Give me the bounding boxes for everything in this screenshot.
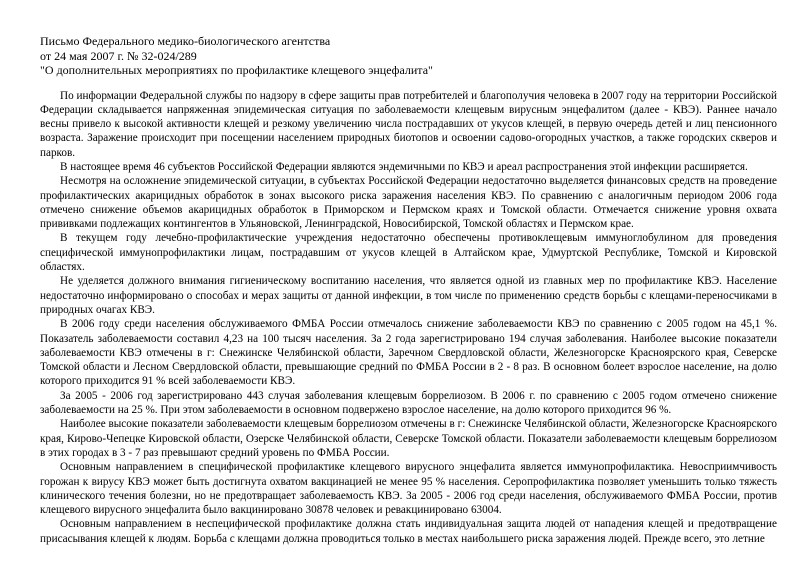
header-title-line: "О дополнительных мероприятиях по профилактике клещевого энцефалита" (40, 63, 433, 77)
paragraph-4: В текущем году лечебно-профилактические учреждения недостаточно обеспечены противоклещевым иммуноглобулином для проведения специфической иммунопрофилактики лицам, пострадавшим от укусов клещей в Алтайском крае, Удмуртской Республике, Томской и Кировской областях. (40, 232, 777, 274)
paragraph-6: В 2006 году среди населения обслуживаемого ФМБА России отмечалось снижение заболеваемости КВЭ по сравнению с 2005 годом на 45,1 %. Показатель заболеваемости составил 4,23 на 100 тысяч населения. За 2 года зарегистрировано 194 случая заболевания. Наиболее высокие показатели заболеваемости КВЭ отмечены в г: Снежинске Челябинской области, Заречном Свердловской области, Железногорске Красноярского края, Северске Томской области и Лесном Свердловской области, превышающие средний по ФМБА России в 2 - 8 раз. В основном болеет взрослое население, на долю которого приходится 91 % всей заболеваемости КВЭ. (40, 318, 777, 388)
paragraph-3: Несмотря на осложнение эпидемической ситуации, в субъектах Российской Федерации недостаточно выделяется финансовых средств на проведение профилактических акарицидных обработок в зонах высокого риска заражения населения КВЭ. По сравнению с аналогичным периодом 2006 года отмечено снижение объемов акарицидных обработок в Приморском и Пермском краях и Томской области. Отмечается снижение уровня охвата прививками подлежащих контингентов в Ульяновской, Ленинградской, Новосибирской, Томской областях и Пермском крае. (40, 175, 777, 231)
document-body (40, 89, 777, 547)
document-header (40, 34, 777, 78)
paragraph-9: Основным направлением в специфической профилактике клещевого вирусного энцефалита является иммунопрофилактика. Невосприимчивость горожан к вирусу КВЭ может быть достигнута охватом вакцинацией не менее 95 % населения. Серопрофилактика позволяет уменьшить только тяжесть клинического течения болезни, но не предотвращает заболеваемость КВЭ. За 2005 - 2006 год среди населения, обслуживаемого ФМБА России, против клещевого вирусного энцефалита было вакцинировано 30878 человек и ревакцинировано 63004. (40, 461, 777, 517)
paragraph-2: В настоящее время 46 субъектов Российской Федерации являются эндемичными по КВЭ и ареал распространения этой инфекции расширяется. (60, 160, 748, 173)
paragraph-10: Основным направлением в неспецифической профилактике должна стать индивидуальная защита людей от нападения клещей и предотвращение присасывания клещей к людям. Борьба с клещами должна проводиться только в местах наибольшего риска заражения людей. Прежде всего, это летние (40, 518, 777, 545)
paragraph-8: Наиболее высокие показатели заболеваемости клещевым боррелиозом отмечены в г: Снежинске Челябинской области, Железногорске Красноярского края, Кирово-Чепецке Кировской области, Озерске Челябинской области, Северске Томской области. Показатели заболеваемости клещевым боррелиозом в этих городах в 3 - 7 раз превышают средний уровень по ФМБА России. (40, 418, 777, 459)
paragraph-1: По информации Федеральной службы по надзору в сфере защиты прав потребителей и благополучия человека в 2007 году на территории Российской Федерации складывается напряженная эпидемическая ситуация по заболеваемости клещевым вирусным энцефалитом (далее - КВЭ). Раннее начало весны привело к высокой активности клещей и резкому увеличению числа пострадавших от укусов клещей, в первую очередь детей и лиц пенсионного возраста. Заражение происходит при посещении населением природных биотопов и освоении садово-огородных участков, а также городских скверов и парков. (40, 89, 777, 159)
paragraph-7: За 2005 - 2006 год зарегистрировано 443 случая заболевания клещевым боррелиозом. В 2006 г. по сравнению с 2005 годом отмечено снижение заболеваемости на 25 %. При этом заболеваемости в основном подвержено взрослое население, на долю которого приходится 96 %. (40, 389, 777, 417)
paragraph-5: Не уделяется должного внимания гигиеническому воспитанию населения, что является одной из главных мер по профилактике КВЭ. Население недостаточно информировано о способах и мерах защиты от данной инфекции, в том числе по применению средств борьбы с клещами-переносчиками в природных очагах КВЭ. (40, 275, 777, 316)
header-date-number-line: от 24 мая 2007 г. № 32-024/289 (40, 48, 197, 63)
header-agency-line: Письмо Федерального медико-биологического агентства (40, 34, 331, 48)
